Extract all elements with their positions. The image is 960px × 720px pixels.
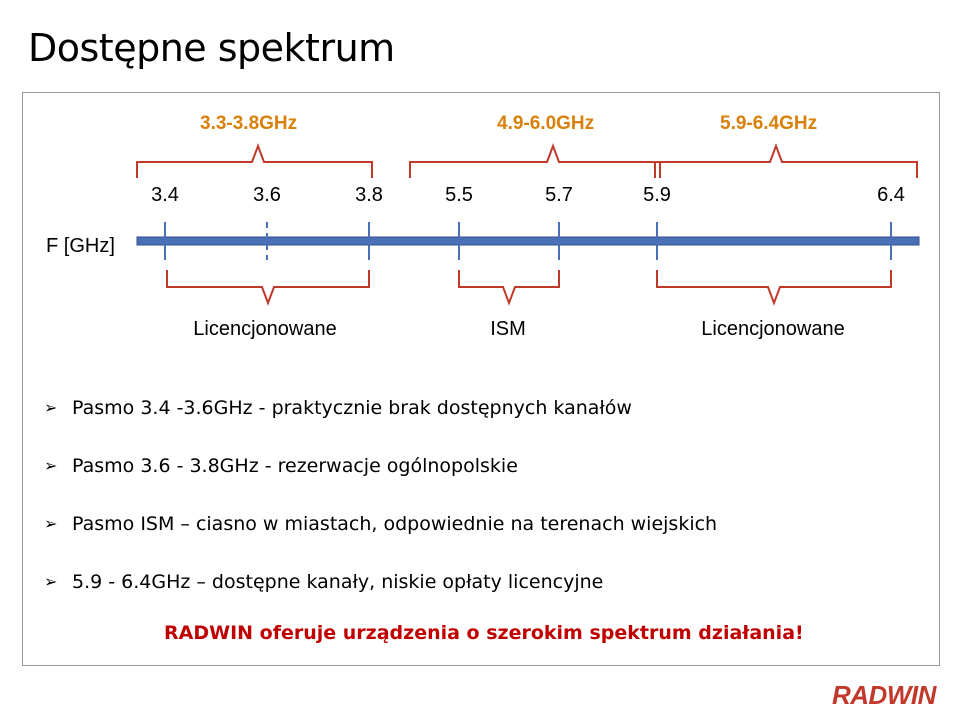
arrow-bullet-icon: ➢ — [44, 398, 58, 417]
bullet-text: Pasmo ISM – ciasno w miastach, odpowiednie na terenach wiejskich — [72, 513, 718, 535]
band-label-ism: ISM — [490, 318, 526, 340]
brace-bottom-licensed-2 — [657, 270, 891, 303]
list-item — [44, 510, 717, 568]
range-label-4-9-6-0: 4.9-6.0GHz — [497, 113, 595, 134]
arrow-bullet-icon: ➢ — [44, 572, 58, 591]
band-label-licensed-2: Licencjonowane — [701, 318, 845, 340]
brace-bottom-ism — [459, 270, 559, 303]
arrow-bullet-icon: ➢ — [44, 456, 58, 475]
brace-top-4-9-6-0 — [410, 146, 660, 178]
tick-label-5-9: 5.9 — [643, 184, 671, 206]
page-title: Dostępne spektrum — [28, 26, 395, 70]
tick-label-5-5: 5.5 — [445, 184, 473, 206]
bullet-list — [44, 394, 717, 626]
list-item — [44, 394, 717, 452]
tick-label-3-4: 3.4 — [151, 184, 179, 206]
tick-label-3-6: 3.6 — [253, 184, 281, 206]
range-label-5-9-6-4: 5.9-6.4GHz — [720, 113, 818, 134]
radwin-logo: RADWIN — [832, 680, 936, 710]
brace-bottom-licensed-1 — [167, 270, 369, 303]
frequency-axis — [137, 237, 919, 245]
tick-label-5-7: 5.7 — [545, 184, 573, 206]
list-item — [44, 568, 717, 626]
brace-top-5-9-6-4 — [655, 146, 917, 178]
highlight-note: RADWIN oferuje urządzenia o szerokim spektrum działania! — [164, 622, 804, 644]
brace-top-3-3-3-8 — [137, 146, 372, 178]
tick-label-6-4: 6.4 — [877, 184, 905, 206]
arrow-bullet-icon: ➢ — [44, 514, 58, 533]
tick-label-3-8: 3.8 — [355, 184, 383, 206]
bullet-text: Pasmo 3.6 - 3.8GHz - rezerwacje ogólnopolskie — [72, 455, 518, 477]
band-label-licensed-1: Licencjonowane — [193, 318, 337, 340]
list-item — [44, 452, 717, 510]
bullet-text: 5.9 - 6.4GHz – dostępne kanały, niskie opłaty licencyjne — [72, 571, 604, 593]
range-label-3-3-3-8: 3.3-3.8GHz — [200, 113, 298, 134]
axis-label: F [GHz] — [46, 235, 115, 257]
bullet-text: Pasmo 3.4 -3.6GHz - praktycznie brak dostępnych kanałów — [72, 397, 632, 419]
